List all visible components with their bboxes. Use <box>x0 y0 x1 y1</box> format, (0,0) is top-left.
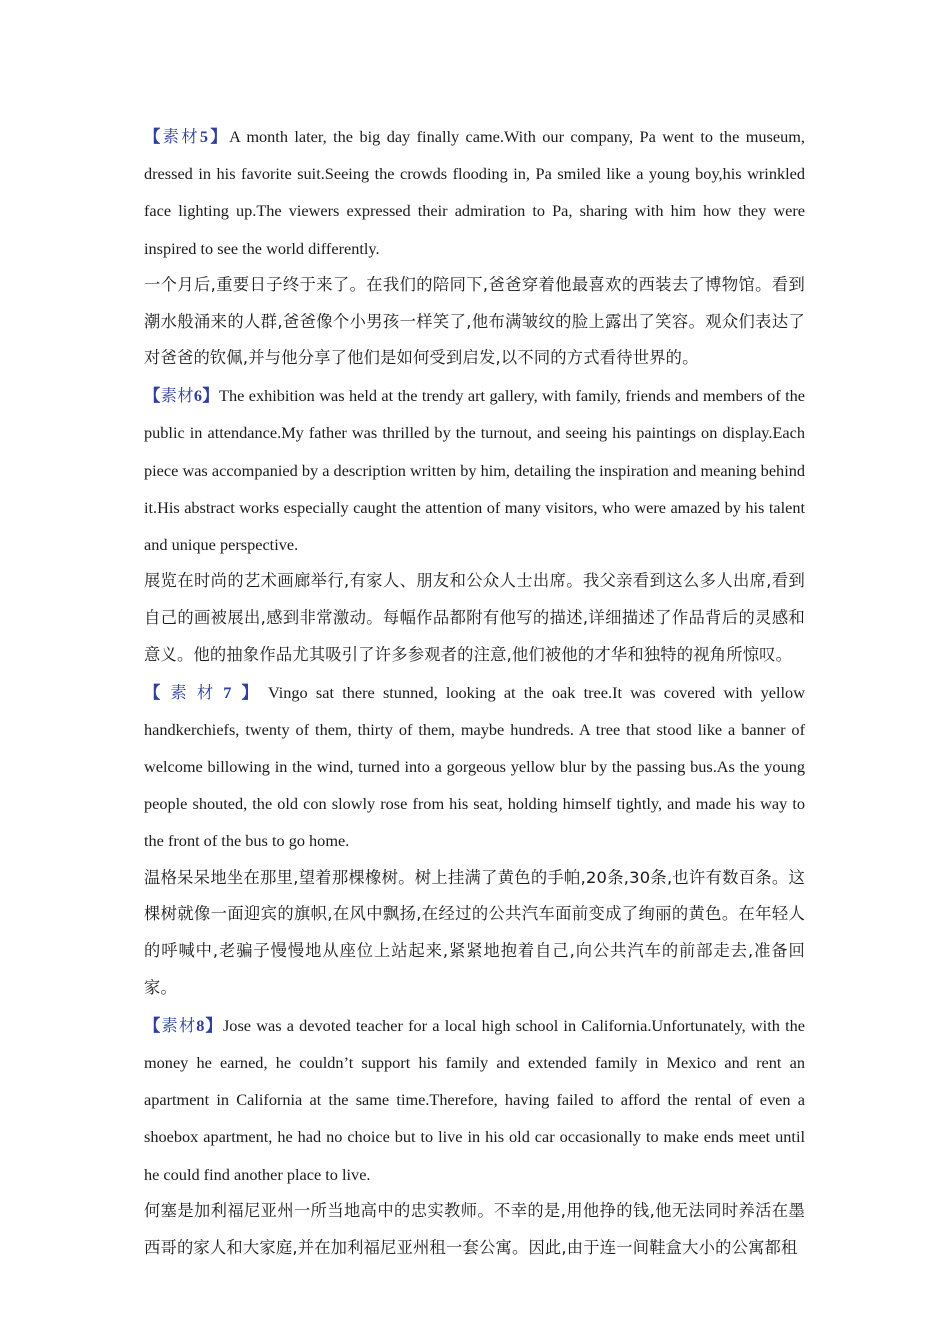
material-8-english <box>144 1007 805 1193</box>
material-7-english <box>144 674 805 860</box>
material-6-english-text: The exhibition was held at the trendy art gallery, with family, friends and members of the public in attendance.My father was thrilled by the turnout, and seeing his paintings on display.Each piece was accompanied by a description written by him, detailing the inspiration and meaning behind it.His abstract works especially caught the attention of many visitors, who were amazed by his talent and unique perspective. <box>144 386 805 555</box>
document-page <box>144 118 805 1266</box>
material-6-english <box>144 377 805 563</box>
material-8-tag: 【素材8】 <box>144 1015 223 1035</box>
material-7-chinese: 温格呆呆地坐在那里,望着那棵橡树。树上挂满了黄色的手帕,20条,30条,也许有数百条。这棵树就像一面迎宾的旗帜,在风中飘扬,在经过的公共汽车面前变成了绚丽的黄色。在年轻人的呼喊中,老骗子慢慢地从座位上站起来,紧紧地抱着自己,向公共汽车的前部走去,准备回家。 <box>144 867 805 998</box>
material-6-chinese: 展览在时尚的艺术画廊举行,有家人、朋友和公众人士出席。我父亲看到这么多人出席,看到自己的画被展出,感到非常激动。每幅作品都附有他写的描述,详细描述了作品背后的灵感和意义。他的抽象作品尤其吸引了许多参观者的注意,他们被他的才华和独特的视角所惊叹。 <box>144 571 805 664</box>
material-8-chinese: 何塞是加利福尼亚州一所当地高中的忠实教师。不幸的是,用他挣的钱,他无法同时养活在墨西哥的家人和大家庭,并在加利福尼亚州租一套公寓。因此,由于连一间鞋盒大小的公寓都租 <box>144 1200 805 1257</box>
material-5-english <box>144 118 805 267</box>
material-5-english-text: A month later, the big day finally came.With our company, Pa went to the museum, dressed in his favorite suit.Seeing the crowds flooding in, Pa smiled like a young boy,his wrinkled face lighting up.The viewers expressed their admiration to Pa, sharing with him how they were inspired to see the world differently. <box>144 127 805 258</box>
material-6-tag: 【素材6】 <box>144 386 220 406</box>
material-8-english-text: Jose was a devoted teacher for a local high school in California.Unfortunately, with the money he earned, he couldn’t support his family and extended family in Mexico and rent an apartment in California at the same time.Therefore, having failed to afford the rental of even a shoebox apartment, he had no choice but to live in his old car occasionally to make ends meet until he could find another place to live. <box>144 1015 805 1184</box>
material-7-tag: 【素材7】 <box>144 682 268 702</box>
material-5-tag: 【素材5】 <box>144 127 230 146</box>
material-5-chinese: 一个月后,重要日子终于来了。在我们的陪同下,爸爸穿着他最喜欢的西装去了博物馆。看到潮水般涌来的人群,爸爸像个小男孩一样笑了,他布满皱纹的脸上露出了笑容。观众们表达了对爸爸的钦佩,并与他分享了他们是如何受到启发,以不同的方式看待世界的。 <box>144 274 805 368</box>
material-7-english-text: Vingo sat there stunned, looking at the oak tree.It was covered with yellow handkerchiefs, twenty of them, thirty of them, maybe hundreds. A tree that stood like a banner of welcome billowing in the wind, turned into a gorgeous yellow blur by the passing bus.As the young people shouted, the old con slowly rose from his seat, holding himself tightly, and made his way to the front of the bus to go home. <box>144 682 805 851</box>
